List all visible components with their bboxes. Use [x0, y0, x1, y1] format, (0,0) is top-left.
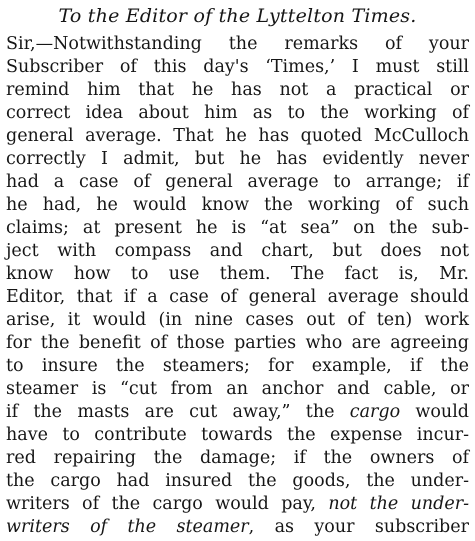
line-text: the cargo had insured the goods, the under- [6, 471, 469, 491]
letter-line [6, 377, 469, 401]
line-text: have to contribute towards the expense incur- [6, 425, 469, 445]
letter-line [6, 193, 469, 217]
letter-line [6, 469, 469, 493]
letter-line [6, 492, 469, 516]
line-text: correct idea about him as to the working of [6, 103, 469, 123]
letter-line [6, 78, 469, 102]
letter-line [6, 124, 469, 148]
letter-line [6, 32, 469, 56]
line-text: arise, it would (in nine cases out of ten) work [6, 310, 469, 330]
line-text: general average. That he has quoted McCulloch [6, 126, 469, 146]
line-text: steamer is “cut from an anchor and cable, or [6, 379, 469, 399]
line-text: to insure the steamers; for example, if the [6, 356, 469, 376]
line-text: remind him that he has not a practical or [6, 80, 469, 100]
line-text: claims; at present he is “at sea” on the sub- [6, 218, 469, 238]
line-text: ject with compass and chart, but does not [6, 241, 469, 261]
letter-heading: To the Editor of the Lyttelton Times. [58, 5, 417, 27]
line-text: correctly I admit, but he has evidently never [6, 149, 469, 169]
line-text: Sir,—Notwithstanding the remarks of your [6, 34, 469, 54]
line-text: , as your subscriber [248, 517, 469, 537]
line-text: writers of the cargo would pay, [6, 494, 329, 514]
line-text: for the benefit of those parties who are agreeing [6, 333, 469, 353]
letter-line [6, 423, 469, 447]
line-text: know how to use them. The fact is, Mr. [6, 264, 469, 284]
letter-line [6, 55, 469, 79]
line-text: Subscriber of this day's ‘Times,’ I must still [6, 57, 469, 77]
italic-phrase: not the under- [328, 494, 469, 514]
letter-line [6, 285, 469, 309]
line-text: red repairing the damage; if the owners of [6, 448, 469, 468]
letter-line [6, 446, 469, 470]
letter-line [6, 239, 469, 263]
letter-line [6, 331, 469, 355]
letter-line [6, 515, 469, 539]
letter-line [6, 216, 469, 240]
line-text: would [400, 402, 470, 422]
line-text: Editor, that if a case of general average should [6, 287, 469, 307]
letter-line [6, 400, 469, 424]
letter-line [6, 101, 469, 125]
italic-phrase: cargo [349, 402, 401, 422]
letter-line [6, 170, 469, 194]
letter-line [6, 147, 469, 171]
line-text: had a case of general average to arrange; if [6, 172, 469, 192]
line-text: he had, he would know the working of such [6, 195, 469, 215]
letter-line [6, 308, 469, 332]
italic-phrase: writers of the steamer [6, 517, 249, 537]
line-text: if the masts are cut away,” the [6, 402, 350, 422]
letter-line [6, 354, 469, 378]
letter-line [6, 262, 469, 286]
